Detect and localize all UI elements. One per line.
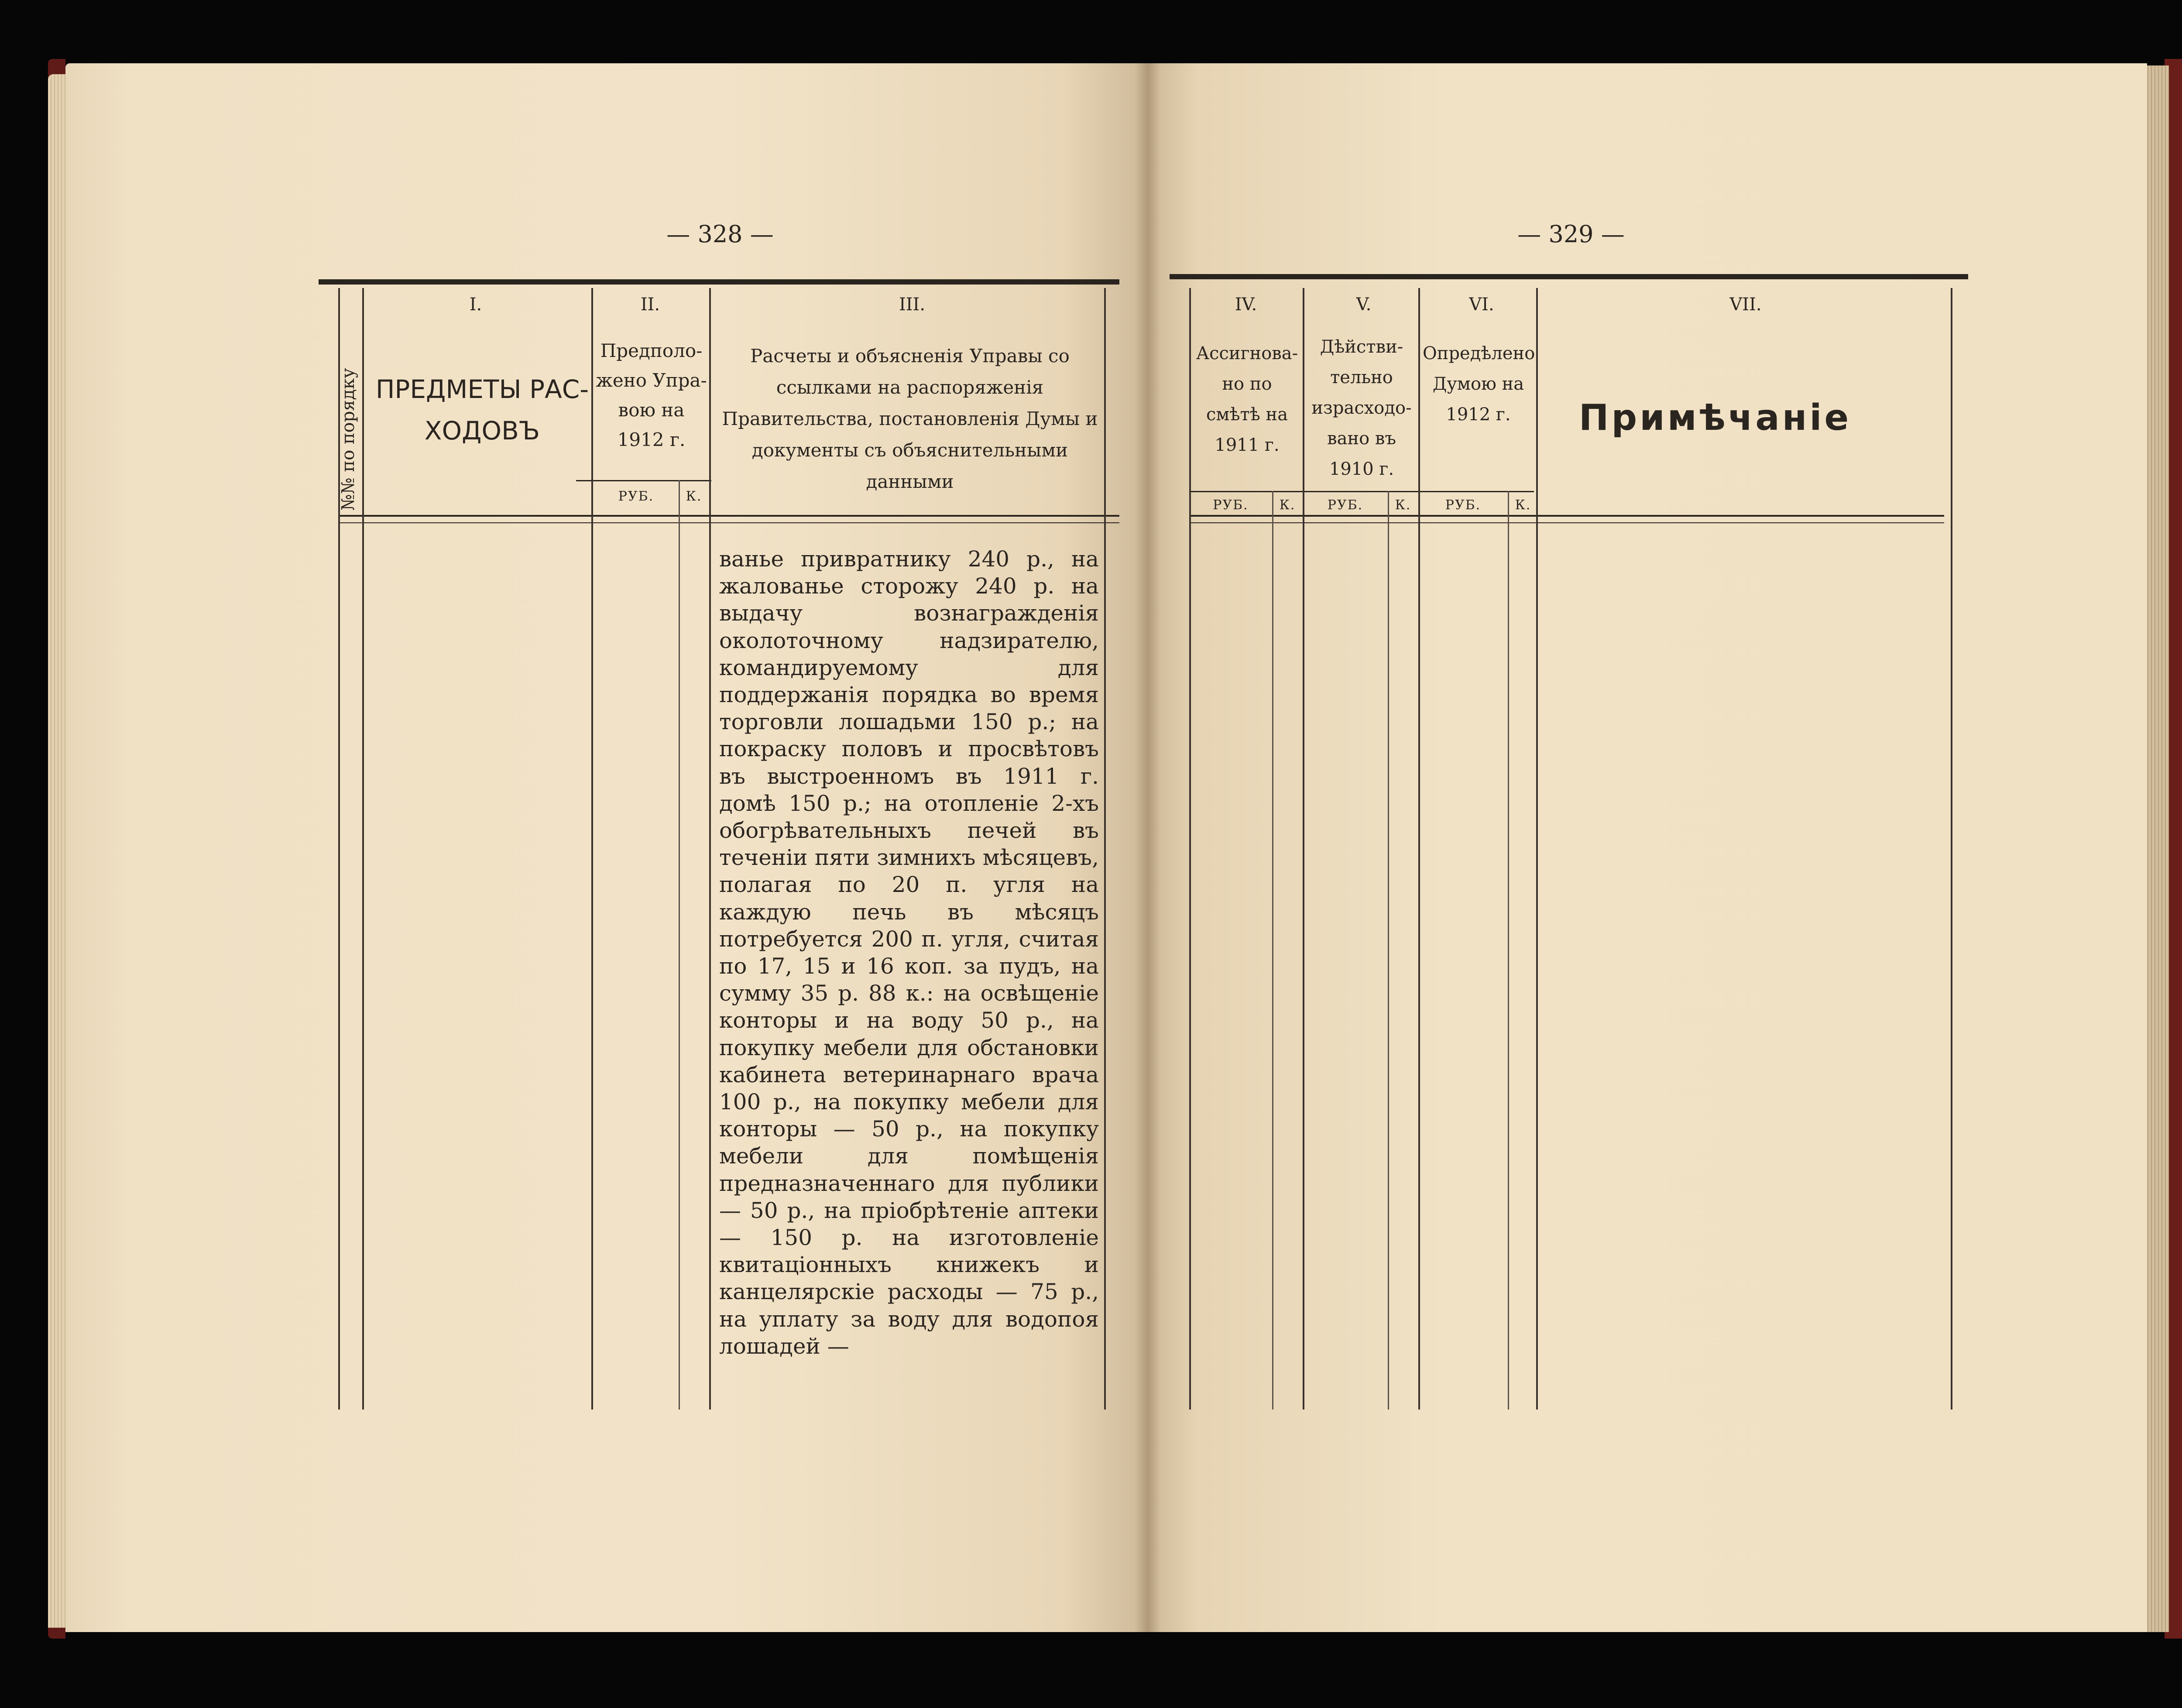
right-col-rule-7 — [1536, 288, 1538, 1410]
notes-column-header: Примѣчаніе — [1578, 397, 1852, 439]
left-unit-rub: РУБ. — [618, 489, 654, 504]
col-numeral-7: VII. — [1729, 295, 1762, 315]
right-unit-rub-1: РУБ. — [1213, 497, 1249, 513]
left-col-rule-5 — [709, 288, 711, 1410]
rotated-order-header: №№ по порядку — [338, 368, 358, 511]
right-unit-rub-2: РУБ. — [1327, 497, 1363, 513]
right-col-rule-2 — [1272, 491, 1273, 1410]
right-col-rule-8 — [1951, 288, 1952, 1410]
right-unit-rub-3: РУБ. — [1445, 497, 1481, 513]
right-unit-rule — [1189, 491, 1534, 492]
col5-header: Дѣйстви-тельно израсходо-вано въ 1910 г. — [1311, 337, 1412, 479]
left-col-rule-4 — [679, 480, 680, 1410]
right-page-number: — 329 — — [1517, 220, 1625, 248]
col6-header: Опредѣлено Думою на 1912 г. — [1423, 343, 1535, 425]
col2-header: Предполо-жено Упра-вою на 1912 г. — [596, 340, 707, 450]
col-numeral-2: II. — [640, 295, 660, 315]
right-unit-kop-3: К. — [1515, 497, 1531, 513]
right-col-rule-3 — [1303, 288, 1304, 1410]
left-unit-kop: К. — [686, 489, 702, 504]
left-header-bottom-rule-2 — [338, 522, 1119, 523]
right-col-rule-6 — [1508, 491, 1509, 1410]
right-table-top-rule — [1170, 274, 1968, 279]
left-unit-rule — [576, 480, 711, 481]
left-header-bottom-rule — [338, 515, 1119, 517]
left-col-rule-3 — [591, 288, 593, 1410]
col-numeral-4: IV. — [1235, 295, 1257, 315]
right-page — [1148, 63, 2147, 1632]
explanation-body-text — [719, 545, 1099, 1360]
col-numeral-1: I. — [469, 295, 482, 315]
explanation-paragraph: ванье привратнику 240 р., на жалованье сторожу 240 р. на выдачу вознагражденія околоточному надзирателю, командируемому для поддержанія порядка во время торговли лошадьми 150 р.; на покраску половъ и просвѣтовъ въ выстроенномъ въ 1911 г. домѣ 150 р.; на отопленіе 2-хъ обогрѣвательныхъ печей въ теченіи пяти зимнихъ мѣсяцевъ, полагая по 20 п. угля на каждую печь въ мѣсяцъ потребуется 200 п. угля, считая по 17, 15 и 16 коп. за пудъ, на сумму 35 р. 88 к.: на освѣщеніе конторы и на воду 50 р., на покупку мебели для обстановки кабинета ветеринарнаго врача 100 р., на покупку мебели для конторы — 50 р., на покупку мебели для помѣщенія предназначеннаго для публики — 50 р., на пріобрѣтеніе аптеки — 150 р. на изготовленіе квитаціонныхъ книжекъ и канцелярскіе расходы — 75 р., на уплату за воду для водопоя лошадей — — [719, 546, 1099, 1359]
col-numeral-3: III. — [899, 295, 926, 315]
left-page-number: — 328 — — [666, 220, 774, 248]
left-col-rule-6 — [1104, 288, 1106, 1410]
right-col-rule-4 — [1388, 491, 1389, 1410]
col4-header: Ассигнова-но по смѣтѣ на 1911 г. — [1196, 343, 1298, 455]
col-numeral-6: VI. — [1469, 295, 1494, 315]
col3-header: Расчеты и объясненія Управы со ссылками на распоряженія Правительства, постановленія Думы и документы съ объяснительными данными — [722, 345, 1098, 492]
left-col-rule-2 — [362, 288, 364, 1410]
right-unit-kop-1: К. — [1279, 497, 1296, 513]
book-gutter — [1135, 63, 1161, 1632]
left-table-top-rule — [319, 279, 1119, 285]
items-header: ПРЕДМЕТЫ РАС-ХОДОВЪ — [375, 374, 589, 446]
right-col-rule-1 — [1189, 288, 1191, 1410]
page-edges-right — [2145, 65, 2169, 1632]
right-unit-kop-2: К. — [1395, 497, 1411, 513]
right-col-rule-5 — [1418, 288, 1420, 1410]
col-numeral-5: V. — [1356, 295, 1372, 315]
